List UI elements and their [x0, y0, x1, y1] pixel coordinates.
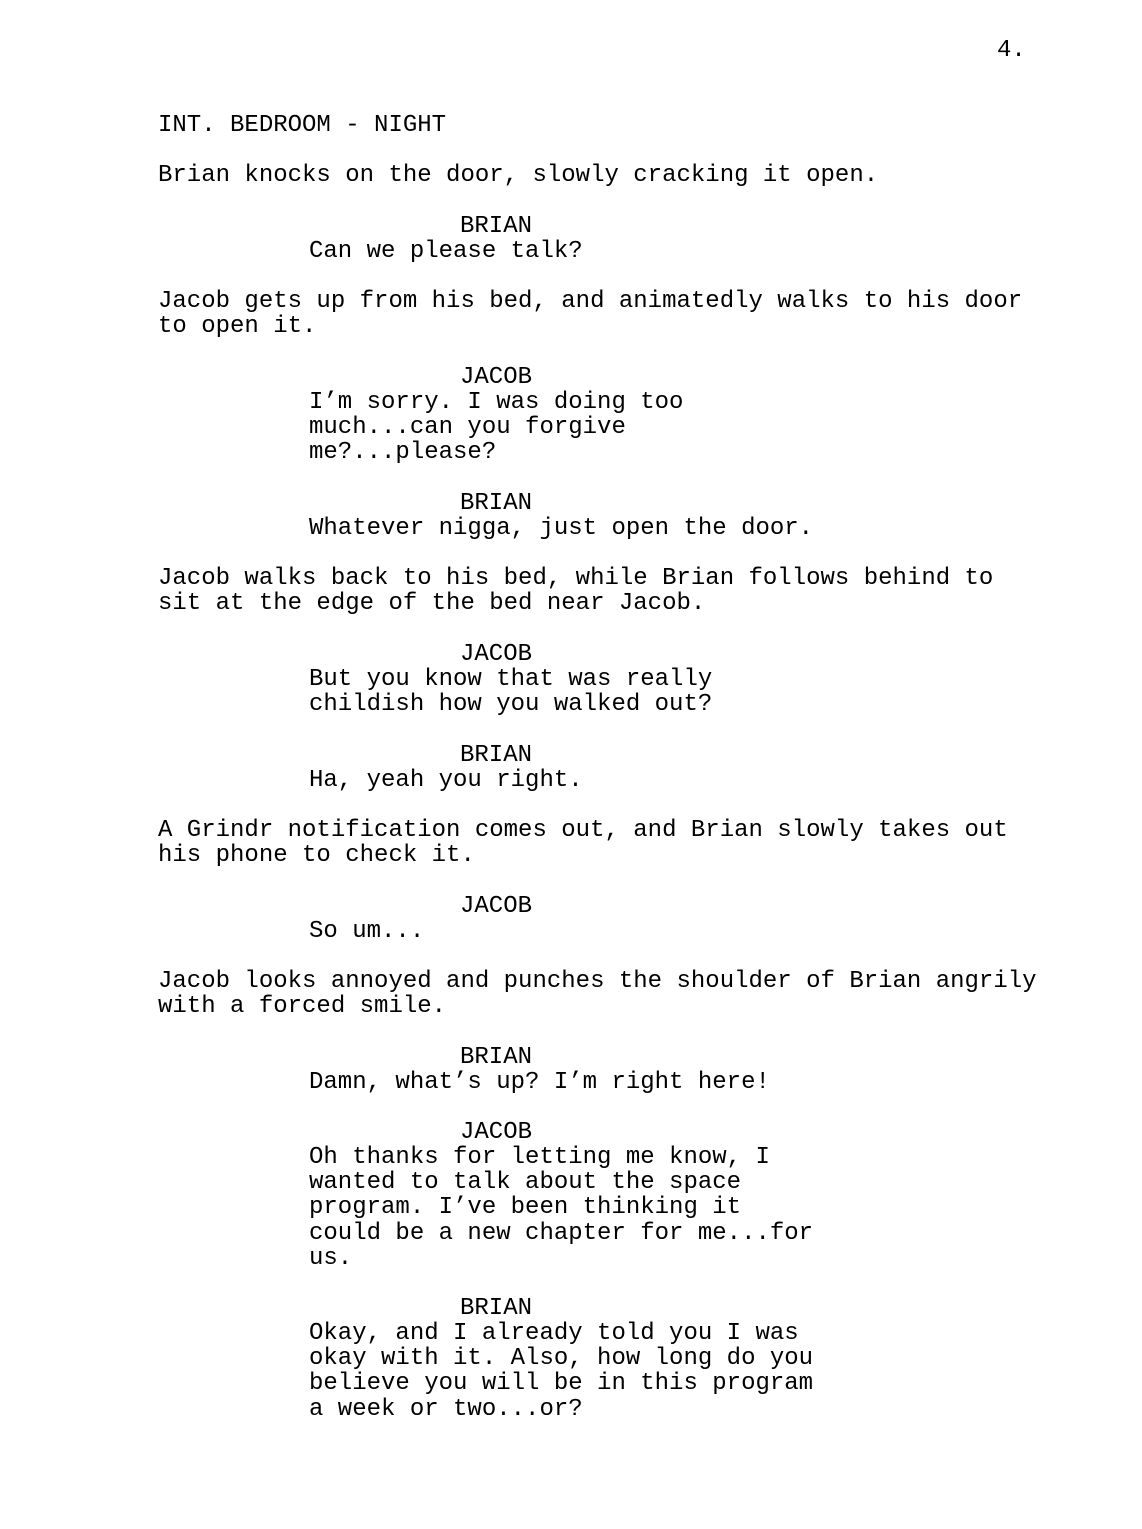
action-line: to open it.	[158, 313, 317, 341]
dialogue-block	[309, 516, 813, 541]
dialogue-line: I’m sorry. I was doing too	[309, 389, 684, 416]
dialogue-line: Can we please talk?	[309, 238, 583, 265]
dialogue-line: Oh thanks for letting me know, I	[309, 1144, 770, 1171]
dialogue-block	[309, 919, 424, 944]
dialogue-line: believe you will be in this program	[309, 1370, 814, 1398]
dialogue-line: Damn, what’s up? I’m right here!	[309, 1069, 770, 1096]
character-cue: JACOB	[460, 1119, 533, 1146]
dialogue-line: childish how you walked out?	[309, 691, 713, 719]
character-cue: BRIAN	[460, 742, 533, 769]
dialogue-line: program. I’ve been thinking it	[309, 1194, 742, 1222]
dialogue-line: Whatever nigga, just open the door.	[309, 515, 814, 542]
dialogue-line: could be a new chapter for me...for	[309, 1219, 814, 1247]
action-line: Jacob gets up from his bed, and animatedly walks to his door	[158, 288, 1023, 315]
dialogue-line: So um...	[309, 918, 425, 945]
dialogue-block	[309, 239, 583, 264]
character-cue: JACOB	[460, 364, 533, 391]
action-line: his phone to check it.	[158, 842, 475, 870]
character-cue: BRIAN	[460, 1295, 533, 1322]
dialogue-line: But you know that was really	[309, 666, 713, 693]
dialogue-block	[309, 1070, 770, 1095]
page-number: 4.	[997, 37, 1026, 64]
dialogue-line: much...can you forgive	[309, 414, 626, 442]
dialogue-line: us.	[309, 1244, 353, 1272]
dialogue-line: wanted to talk about the space	[309, 1169, 742, 1197]
dialogue-block	[309, 1321, 813, 1422]
action-block	[158, 566, 993, 616]
dialogue-block	[309, 768, 583, 793]
character-cue: JACOB	[460, 641, 533, 668]
dialogue-block	[309, 1145, 813, 1271]
dialogue-block	[309, 390, 683, 466]
action-line: Jacob looks annoyed and punches the shoulder of Brian angrily	[158, 968, 1037, 995]
action-line: A Grindr notification comes out, and Brian slowly takes out	[158, 817, 1008, 844]
action-line: Jacob walks back to his bed, while Brian follows behind to	[158, 565, 994, 592]
action-line: sit at the edge of the bed near Jacob.	[158, 590, 706, 618]
action-block	[158, 969, 1037, 1019]
scene-heading: INT. BEDROOM - NIGHT	[158, 112, 447, 139]
dialogue-line: okay with it. Also, how long do you	[309, 1345, 814, 1373]
character-cue: JACOB	[460, 893, 533, 920]
action-line: Brian knocks on the door, slowly cracking it open.	[158, 162, 879, 189]
character-cue: BRIAN	[460, 1044, 533, 1071]
dialogue-block	[309, 667, 712, 717]
dialogue-line: Okay, and I already told you I was	[309, 1320, 799, 1347]
dialogue-line: Ha, yeah you right.	[309, 767, 583, 794]
dialogue-line: me?...please?	[309, 439, 497, 467]
dialogue-line: a week or two...or?	[309, 1395, 583, 1423]
action-block	[158, 289, 1022, 339]
action-block	[158, 163, 878, 188]
character-cue: BRIAN	[460, 213, 533, 240]
action-block	[158, 818, 1008, 868]
character-cue: BRIAN	[460, 490, 533, 517]
action-line: with a forced smile.	[158, 993, 447, 1021]
